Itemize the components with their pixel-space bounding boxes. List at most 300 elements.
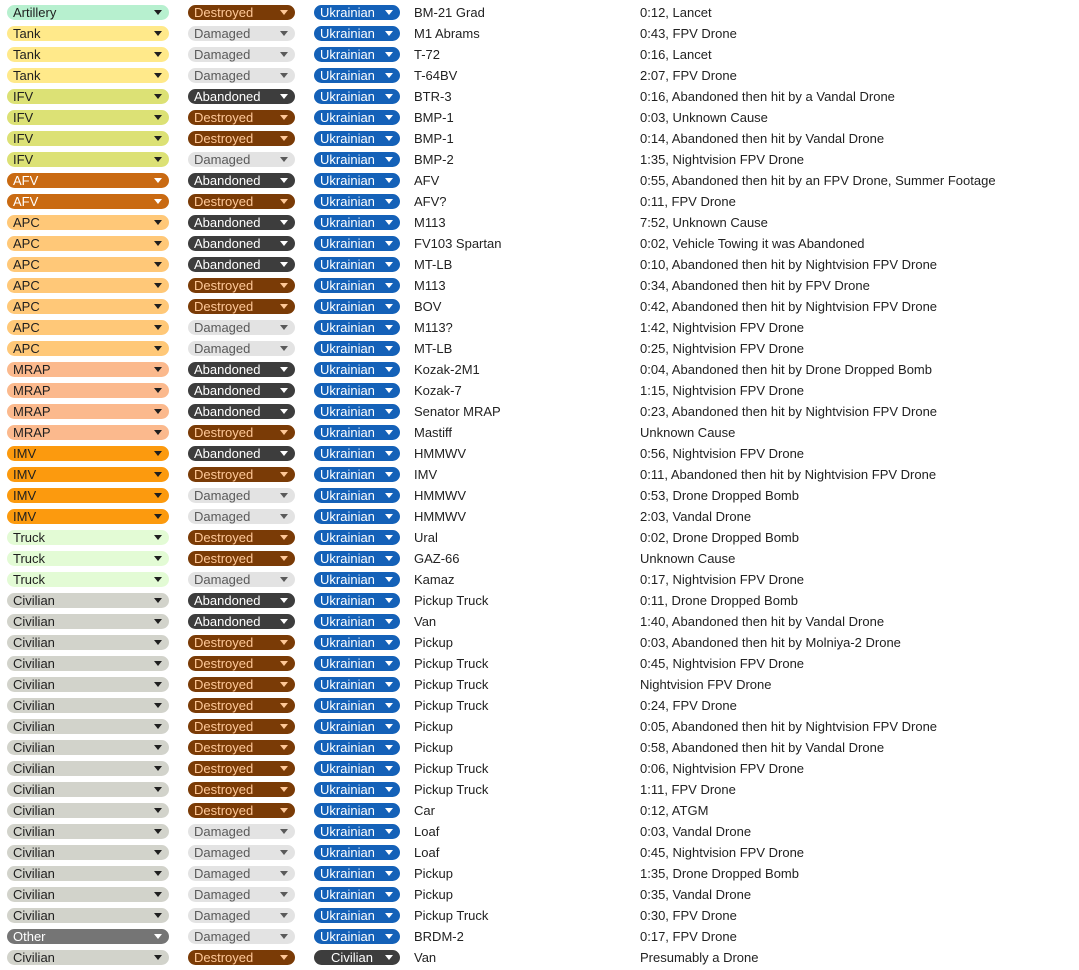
notes-cell[interactable]: Unknown Cause: [640, 425, 736, 440]
vehicle-model-cell[interactable]: Pickup Truck: [414, 782, 489, 797]
status-label: Abandoned: [194, 362, 261, 377]
notes-cell[interactable]: 0:06, Nightvision FPV Drone: [640, 761, 805, 776]
vehicle-model-cell[interactable]: Van: [414, 950, 437, 965]
vehicle-type-dropdown[interactable]: [7, 425, 169, 440]
vehicle-type-dropdown[interactable]: [7, 551, 169, 566]
side-dropdown[interactable]: [314, 173, 400, 188]
vehicle-type-dropdown[interactable]: [7, 488, 169, 503]
chevron-down-icon: [154, 493, 162, 498]
vehicle-type-dropdown[interactable]: [7, 110, 169, 125]
status-dropdown[interactable]: [188, 362, 295, 377]
notes-cell[interactable]: 0:53, Drone Dropped Bomb: [640, 488, 799, 503]
notes-cell[interactable]: Nightvision FPV Drone: [640, 677, 772, 692]
side-label: Ukrainian: [320, 572, 375, 587]
status-label: Destroyed: [194, 194, 254, 209]
side-dropdown[interactable]: [314, 950, 400, 965]
chevron-down-icon: [154, 178, 162, 183]
notes-cell[interactable]: 0:56, Nightvision FPV Drone: [640, 446, 805, 461]
vehicle-model-cell[interactable]: BTR-3: [414, 89, 452, 104]
vehicle-type-dropdown[interactable]: [7, 677, 169, 692]
status-dropdown[interactable]: [188, 110, 295, 125]
vehicle-model-cell[interactable]: M1 Abrams: [414, 26, 480, 41]
status-dropdown[interactable]: [188, 299, 295, 314]
vehicle-type-dropdown[interactable]: [7, 719, 169, 734]
status-dropdown[interactable]: [188, 950, 295, 965]
vehicle-model-cell[interactable]: Loaf: [414, 845, 440, 860]
status-dropdown[interactable]: [188, 929, 295, 944]
vehicle-model-cell[interactable]: Pickup: [414, 866, 454, 881]
vehicle-type-label: Tank: [13, 26, 41, 41]
side-dropdown[interactable]: [314, 824, 400, 839]
vehicle-type-dropdown[interactable]: [7, 278, 169, 293]
vehicle-type-dropdown[interactable]: [7, 47, 169, 62]
side-dropdown[interactable]: [314, 845, 400, 860]
status-label: Damaged: [194, 26, 251, 41]
status-dropdown[interactable]: [188, 89, 295, 104]
notes-cell[interactable]: 0:55, Abandoned then hit by an FPV Drone, Summer Footage: [640, 173, 996, 188]
vehicle-model-cell[interactable]: GAZ-66: [414, 551, 460, 566]
status-dropdown[interactable]: [188, 866, 295, 881]
side-label: Ukrainian: [320, 761, 375, 776]
status-dropdown[interactable]: [188, 257, 295, 272]
status-dropdown[interactable]: [188, 26, 295, 41]
notes-cell[interactable]: 0:24, FPV Drone: [640, 698, 737, 713]
vehicle-type-dropdown[interactable]: [7, 404, 169, 419]
side-dropdown[interactable]: [314, 488, 400, 503]
notes-cell[interactable]: 0:11, Drone Dropped Bomb: [640, 593, 799, 608]
vehicle-model-cell[interactable]: Kozak-2M1: [414, 362, 480, 377]
status-dropdown[interactable]: [188, 404, 295, 419]
vehicle-type-dropdown[interactable]: [7, 530, 169, 545]
table-row: [0, 359, 1079, 380]
status-dropdown[interactable]: [188, 488, 295, 503]
vehicle-model-cell[interactable]: Kamaz: [414, 572, 455, 587]
vehicle-type-dropdown[interactable]: [7, 152, 169, 167]
vehicle-type-dropdown[interactable]: [7, 341, 169, 356]
status-dropdown[interactable]: [188, 131, 295, 146]
vehicle-model-cell[interactable]: Pickup Truck: [414, 677, 489, 692]
chevron-down-icon: [385, 955, 393, 960]
status-dropdown[interactable]: [188, 551, 295, 566]
side-dropdown[interactable]: [314, 929, 400, 944]
vehicle-type-dropdown[interactable]: [7, 236, 169, 251]
side-dropdown[interactable]: [314, 110, 400, 125]
chevron-down-icon: [154, 682, 162, 687]
status-dropdown[interactable]: [188, 278, 295, 293]
chevron-down-icon: [154, 955, 162, 960]
vehicle-type-dropdown[interactable]: [7, 467, 169, 482]
notes-cell[interactable]: 0:43, FPV Drone: [640, 26, 737, 41]
notes-cell[interactable]: 0:11, FPV Drone: [640, 194, 736, 209]
vehicle-model-cell[interactable]: Ural: [414, 530, 438, 545]
notes-cell[interactable]: 1:11, FPV Drone: [640, 782, 736, 797]
notes-cell[interactable]: 0:12, ATGM: [640, 803, 709, 818]
vehicle-model-cell[interactable]: Senator MRAP: [414, 404, 501, 419]
notes-cell[interactable]: 0:05, Abandoned then hit by Nightvision FPV Drone: [640, 719, 938, 734]
status-dropdown[interactable]: [188, 383, 295, 398]
table-row: [0, 2, 1079, 23]
vehicle-type-label: IMV: [13, 467, 37, 482]
side-dropdown[interactable]: [314, 425, 400, 440]
side-dropdown[interactable]: [314, 614, 400, 629]
status-dropdown[interactable]: [188, 656, 295, 671]
notes-cell[interactable]: Presumably a Drone: [640, 950, 759, 965]
notes-cell[interactable]: 0:11, Abandoned then hit by Nightvision FPV Drone: [640, 467, 937, 482]
vehicle-model-cell[interactable]: Pickup: [414, 635, 454, 650]
side-dropdown[interactable]: [314, 320, 400, 335]
vehicle-type-dropdown[interactable]: [7, 572, 169, 587]
notes-cell[interactable]: 0:03, Unknown Cause: [640, 110, 768, 125]
chevron-down-icon: [154, 430, 162, 435]
status-dropdown[interactable]: [188, 152, 295, 167]
vehicle-model-cell[interactable]: IMV: [414, 467, 438, 482]
side-label: Ukrainian: [320, 5, 375, 20]
notes-cell[interactable]: 0:23, Abandoned then hit by Nightvision FPV Drone: [640, 404, 938, 419]
vehicle-model-cell[interactable]: BMP-2: [414, 152, 454, 167]
side-dropdown[interactable]: [314, 866, 400, 881]
notes-cell[interactable]: 0:02, Drone Dropped Bomb: [640, 530, 799, 545]
side-dropdown[interactable]: [314, 236, 400, 251]
vehicle-type-label: Artillery: [13, 5, 57, 20]
vehicle-type-dropdown[interactable]: [7, 782, 169, 797]
vehicle-type-label: APC: [13, 257, 40, 272]
side-dropdown[interactable]: [314, 908, 400, 923]
side-dropdown[interactable]: [314, 383, 400, 398]
vehicle-type-dropdown[interactable]: [7, 26, 169, 41]
status-label: Destroyed: [194, 110, 254, 125]
vehicle-model-cell[interactable]: Loaf: [414, 824, 440, 839]
vehicle-model-cell[interactable]: BMP-1: [414, 110, 454, 125]
side-dropdown[interactable]: [314, 446, 400, 461]
vehicle-model-cell[interactable]: MT-LB: [414, 257, 453, 272]
side-dropdown[interactable]: [314, 740, 400, 755]
chevron-down-icon: [385, 934, 393, 939]
vehicle-type-dropdown[interactable]: [7, 509, 169, 524]
notes-cell[interactable]: 0:16, Lancet: [640, 47, 712, 62]
side-dropdown[interactable]: [314, 257, 400, 272]
chevron-down-icon: [385, 724, 393, 729]
side-dropdown[interactable]: [314, 341, 400, 356]
vehicle-model-cell[interactable]: Pickup Truck: [414, 908, 489, 923]
vehicle-type-dropdown[interactable]: [7, 803, 169, 818]
vehicle-type-label: Civilian: [13, 677, 55, 692]
vehicle-type-dropdown[interactable]: [7, 908, 169, 923]
vehicle-type-dropdown[interactable]: [7, 194, 169, 209]
vehicle-model-cell[interactable]: Pickup: [414, 887, 454, 902]
side-label: Ukrainian: [320, 131, 375, 146]
table-row: [0, 611, 1079, 632]
vehicle-type-dropdown[interactable]: [7, 740, 169, 755]
chevron-down-icon: [154, 577, 162, 582]
status-dropdown[interactable]: [188, 215, 295, 230]
status-dropdown[interactable]: [188, 845, 295, 860]
notes-cell[interactable]: 0:12, Lancet: [640, 5, 712, 20]
vehicle-type-dropdown[interactable]: [7, 299, 169, 314]
status-dropdown[interactable]: [188, 47, 295, 62]
vehicle-model-cell[interactable]: HMMWV: [414, 509, 466, 524]
table-row: [0, 464, 1079, 485]
notes-cell[interactable]: 0:03, Abandoned then hit by Molniya-2 Drone: [640, 635, 901, 650]
side-dropdown[interactable]: [314, 47, 400, 62]
vehicle-model-cell[interactable]: Pickup: [414, 740, 454, 755]
status-dropdown[interactable]: [188, 593, 295, 608]
table-row: [0, 170, 1079, 191]
vehicle-type-dropdown[interactable]: [7, 698, 169, 713]
status-dropdown[interactable]: [188, 740, 295, 755]
side-dropdown[interactable]: [314, 656, 400, 671]
table-row: [0, 548, 1079, 569]
vehicle-type-dropdown[interactable]: [7, 866, 169, 881]
vehicle-model-cell[interactable]: M113?: [414, 320, 453, 335]
notes-cell[interactable]: 2:07, FPV Drone: [640, 68, 737, 83]
side-dropdown[interactable]: [314, 551, 400, 566]
side-dropdown[interactable]: [314, 362, 400, 377]
status-dropdown[interactable]: [188, 698, 295, 713]
notes-cell[interactable]: 2:03, Vandal Drone: [640, 509, 752, 524]
vehicle-type-label: Civilian: [13, 761, 55, 776]
vehicle-type-dropdown[interactable]: [7, 614, 169, 629]
vehicle-model-cell[interactable]: AFV?: [414, 194, 447, 209]
notes-cell[interactable]: 0:17, FPV Drone: [640, 929, 737, 944]
side-label: Ukrainian: [320, 215, 375, 230]
side-label: Ukrainian: [320, 593, 375, 608]
notes-cell[interactable]: 0:14, Abandoned then hit by Vandal Drone: [640, 131, 885, 146]
vehicle-model-cell[interactable]: M113: [414, 215, 446, 230]
vehicle-model-cell[interactable]: Car: [414, 803, 435, 818]
side-dropdown[interactable]: [314, 467, 400, 482]
vehicle-model-cell[interactable]: MT-LB: [414, 341, 453, 356]
vehicle-type-dropdown[interactable]: [7, 824, 169, 839]
vehicle-type-dropdown[interactable]: [7, 257, 169, 272]
chevron-down-icon: [154, 367, 162, 372]
notes-cell[interactable]: 1:15, Nightvision FPV Drone: [640, 383, 805, 398]
side-dropdown[interactable]: [314, 215, 400, 230]
notes-cell[interactable]: Unknown Cause: [640, 551, 736, 566]
vehicle-model-cell[interactable]: AFV: [414, 173, 440, 188]
side-dropdown[interactable]: [314, 68, 400, 83]
notes-cell[interactable]: 0:30, FPV Drone: [640, 908, 737, 923]
status-dropdown[interactable]: [188, 509, 295, 524]
notes-cell[interactable]: 0:04, Abandoned then hit by Drone Dropped Bomb: [640, 362, 932, 377]
vehicle-model-cell[interactable]: Pickup Truck: [414, 593, 489, 608]
notes-cell[interactable]: 1:42, Nightvision FPV Drone: [640, 320, 805, 335]
vehicle-model-cell[interactable]: Van: [414, 614, 437, 629]
side-dropdown[interactable]: [314, 677, 400, 692]
status-label: Abandoned: [194, 614, 261, 629]
notes-cell[interactable]: 0:02, Vehicle Towing it was Abandoned: [640, 236, 865, 251]
vehicle-model-cell[interactable]: T-72: [414, 47, 441, 62]
vehicle-type-dropdown[interactable]: [7, 383, 169, 398]
status-label: Abandoned: [194, 404, 261, 419]
chevron-down-icon: [154, 136, 162, 141]
vehicle-type-dropdown[interactable]: [7, 320, 169, 335]
side-dropdown[interactable]: [314, 509, 400, 524]
status-dropdown[interactable]: [188, 446, 295, 461]
vehicle-type-label: Civilian: [13, 593, 55, 608]
side-dropdown[interactable]: [314, 194, 400, 209]
notes-cell[interactable]: 1:35, Drone Dropped Bomb: [640, 866, 799, 881]
status-dropdown[interactable]: [188, 614, 295, 629]
chevron-down-icon: [385, 136, 393, 141]
status-label: Destroyed: [194, 719, 254, 734]
status-label: Abandoned: [194, 173, 261, 188]
status-dropdown[interactable]: [188, 173, 295, 188]
notes-cell[interactable]: 0:03, Vandal Drone: [640, 824, 752, 839]
vehicle-type-dropdown[interactable]: [7, 950, 169, 965]
notes-cell[interactable]: 0:25, Nightvision FPV Drone: [640, 341, 805, 356]
chevron-down-icon: [280, 661, 288, 666]
status-dropdown[interactable]: [188, 824, 295, 839]
notes-cell[interactable]: 0:10, Abandoned then hit by Nightvision FPV Drone: [640, 257, 938, 272]
vehicle-type-dropdown[interactable]: [7, 131, 169, 146]
notes-cell[interactable]: 0:17, Nightvision FPV Drone: [640, 572, 805, 587]
chevron-down-icon: [154, 472, 162, 477]
table-row: [0, 737, 1079, 758]
status-dropdown[interactable]: [188, 530, 295, 545]
side-dropdown[interactable]: [314, 404, 400, 419]
table-row: [0, 254, 1079, 275]
status-dropdown[interactable]: [188, 68, 295, 83]
status-dropdown[interactable]: [188, 341, 295, 356]
chevron-down-icon: [385, 871, 393, 876]
side-label: Ukrainian: [320, 698, 375, 713]
vehicle-type-dropdown[interactable]: [7, 362, 169, 377]
status-dropdown[interactable]: [188, 425, 295, 440]
chevron-down-icon: [280, 913, 288, 918]
vehicle-type-dropdown[interactable]: [7, 656, 169, 671]
vehicle-model-cell[interactable]: Mastiff: [414, 425, 453, 440]
status-dropdown[interactable]: [188, 467, 295, 482]
status-label: Abandoned: [194, 383, 261, 398]
chevron-down-icon: [280, 493, 288, 498]
chevron-down-icon: [280, 304, 288, 309]
vehicle-type-dropdown[interactable]: [7, 761, 169, 776]
side-dropdown[interactable]: [314, 299, 400, 314]
vehicle-model-cell[interactable]: T-64BV: [414, 68, 458, 83]
vehicle-model-cell[interactable]: M113: [414, 278, 446, 293]
chevron-down-icon: [385, 73, 393, 78]
vehicle-model-cell[interactable]: HMMWV: [414, 488, 466, 503]
vehicle-model-cell[interactable]: BRDM-2: [414, 929, 464, 944]
vehicle-type-dropdown[interactable]: [7, 215, 169, 230]
vehicle-model-cell[interactable]: Kozak-7: [414, 383, 462, 398]
chevron-down-icon: [280, 430, 288, 435]
notes-cell[interactable]: 0:35, Vandal Drone: [640, 887, 752, 902]
side-dropdown[interactable]: [314, 761, 400, 776]
vehicle-type-dropdown[interactable]: [7, 5, 169, 20]
status-dropdown[interactable]: [188, 719, 295, 734]
status-dropdown[interactable]: [188, 320, 295, 335]
status-dropdown[interactable]: [188, 677, 295, 692]
vehicle-type-dropdown[interactable]: [7, 446, 169, 461]
side-label: Ukrainian: [320, 551, 375, 566]
vehicle-type-label: AFV: [13, 194, 39, 209]
vehicle-type-label: Civilian: [13, 635, 55, 650]
side-dropdown[interactable]: [314, 698, 400, 713]
side-dropdown[interactable]: [314, 803, 400, 818]
vehicle-model-cell[interactable]: BM-21 Grad: [414, 5, 485, 20]
status-dropdown[interactable]: [188, 908, 295, 923]
vehicle-type-dropdown[interactable]: [7, 593, 169, 608]
chevron-down-icon: [280, 577, 288, 582]
side-dropdown[interactable]: [314, 719, 400, 734]
notes-cell[interactable]: 0:58, Abandoned then hit by Vandal Drone: [640, 740, 885, 755]
status-dropdown[interactable]: [188, 635, 295, 650]
status-dropdown[interactable]: [188, 887, 295, 902]
notes-cell[interactable]: 1:35, Nightvision FPV Drone: [640, 152, 805, 167]
vehicle-model-cell[interactable]: Pickup Truck: [414, 761, 489, 776]
vehicle-model-cell[interactable]: HMMWV: [414, 446, 466, 461]
notes-cell[interactable]: 7:52, Unknown Cause: [640, 215, 768, 230]
notes-cell[interactable]: 0:16, Abandoned then hit by a Vandal Drone: [640, 89, 895, 104]
notes-cell[interactable]: 1:40, Abandoned then hit by Vandal Drone: [640, 614, 885, 629]
status-dropdown[interactable]: [188, 5, 295, 20]
side-dropdown[interactable]: [314, 530, 400, 545]
chevron-down-icon: [385, 409, 393, 414]
notes-cell[interactable]: 0:42, Abandoned then hit by Nightvision FPV Drone: [640, 299, 938, 314]
status-dropdown[interactable]: [188, 782, 295, 797]
vehicle-model-cell[interactable]: BMP-1: [414, 131, 454, 146]
notes-cell[interactable]: 0:34, Abandoned then hit by FPV Drone: [640, 278, 870, 293]
chevron-down-icon: [154, 703, 162, 708]
status-dropdown[interactable]: [188, 194, 295, 209]
vehicle-model-cell[interactable]: Pickup Truck: [414, 656, 489, 671]
vehicle-type-dropdown[interactable]: [7, 89, 169, 104]
chevron-down-icon: [280, 892, 288, 897]
table-row: [0, 905, 1079, 926]
notes-cell[interactable]: 0:45, Nightvision FPV Drone: [640, 845, 805, 860]
side-dropdown[interactable]: [314, 152, 400, 167]
chevron-down-icon: [154, 871, 162, 876]
side-dropdown[interactable]: [314, 635, 400, 650]
vehicle-type-label: Civilian: [13, 866, 55, 881]
side-dropdown[interactable]: [314, 5, 400, 20]
vehicle-type-dropdown[interactable]: [7, 887, 169, 902]
chevron-down-icon: [154, 808, 162, 813]
side-dropdown[interactable]: [314, 593, 400, 608]
side-label: Ukrainian: [320, 47, 375, 62]
vehicle-model-cell[interactable]: Pickup Truck: [414, 698, 489, 713]
side-dropdown[interactable]: [314, 572, 400, 587]
side-dropdown[interactable]: [314, 278, 400, 293]
vehicle-type-dropdown[interactable]: [7, 929, 169, 944]
notes-cell[interactable]: 0:45, Nightvision FPV Drone: [640, 656, 805, 671]
vehicle-type-dropdown[interactable]: [7, 173, 169, 188]
table-row: [0, 233, 1079, 254]
table-row: [0, 380, 1079, 401]
status-dropdown[interactable]: [188, 572, 295, 587]
vehicle-model-cell[interactable]: Pickup: [414, 719, 454, 734]
status-dropdown[interactable]: [188, 761, 295, 776]
chevron-down-icon: [385, 262, 393, 267]
vehicle-model-cell[interactable]: BOV: [414, 299, 442, 314]
status-dropdown[interactable]: [188, 803, 295, 818]
vehicle-type-dropdown[interactable]: [7, 845, 169, 860]
side-dropdown[interactable]: [314, 887, 400, 902]
chevron-down-icon: [154, 451, 162, 456]
side-dropdown[interactable]: [314, 26, 400, 41]
vehicle-type-label: IFV: [13, 110, 34, 125]
side-dropdown[interactable]: [314, 131, 400, 146]
vehicle-model-cell[interactable]: FV103 Spartan: [414, 236, 502, 251]
chevron-down-icon: [280, 955, 288, 960]
vehicle-type-dropdown[interactable]: [7, 68, 169, 83]
side-dropdown[interactable]: [314, 782, 400, 797]
vehicle-type-dropdown[interactable]: [7, 635, 169, 650]
side-label: Ukrainian: [320, 173, 375, 188]
side-dropdown[interactable]: [314, 89, 400, 104]
status-dropdown[interactable]: [188, 236, 295, 251]
